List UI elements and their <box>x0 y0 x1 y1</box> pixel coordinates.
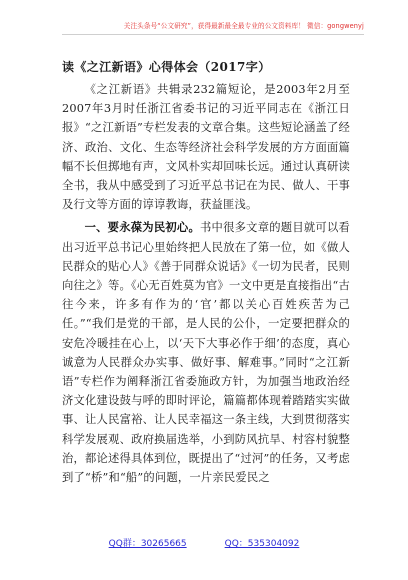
section-1-paragraph <box>62 218 350 487</box>
header-divider <box>62 34 364 35</box>
header-banner: 关注头条号“公文研究”，获得最新最全最专业的公文资料库！ 微信：gongwenyj <box>123 22 364 30</box>
footer-qq[interactable]: QQ：535304092 <box>224 539 300 549</box>
intro-paragraph: 《之江新语》共辑录232篇短论，是2003年2月至2007年3月时任浙江省委书记的习近平同志在《浙江日报》“之江新语”专栏发表的文章合集。这些短论涵盖了经济、政治、文化、生态等经济社会科学发展的方方面面篇幅不长但掷地有声，文风朴实却回味长远。通过认真研读全书，我从中感受到了习近平总书记在为民、做人、干事及行文等方面的谆谆教诲，获益匪浅。 <box>62 83 350 212</box>
document-body <box>62 80 350 487</box>
page-title: 读《之江新语》心得体会（2017字） <box>62 60 271 74</box>
section-1-body: 书中很多文章的题目就可以看出习近平总书记心里始终把人民放在了第一位，如《做人民群众的贴心人》《善于同群众说话》《一切为民者，民则向往之》等。《心无百姓莫为官》一文中更是直接指出“古往今来，许多有作为的‘官’都以关心百姓疾苦为己任。”“我们是党的干部，是人民的公仆，一定要把群众的安危冷暖挂在心上，以‘天下大事必作于细’的态度，真心诚意为人民群众办实事、做好事、解难事。”同时“之江新语”专栏作为阐释浙江省委施政方针，为加强当地政治经济文化建设鼓与呼的即时评论，篇篇都体现着踏踏实实做事、让人民富裕、让人民幸福这一条主线，大到贯彻落实科学发展观、政府换届选举，小到防风抗旱、村容村貌整治，都论述得具体到位，既提出了“过河”的任务，又考虑到了“桥”和“船”的问题，一片亲民爱民之 <box>62 221 350 485</box>
footer <box>0 536 408 549</box>
footer-qq-group[interactable]: QQ群：30265665 <box>108 539 187 549</box>
section-1-heading: 一、要永葆为民初心。 <box>84 220 200 235</box>
